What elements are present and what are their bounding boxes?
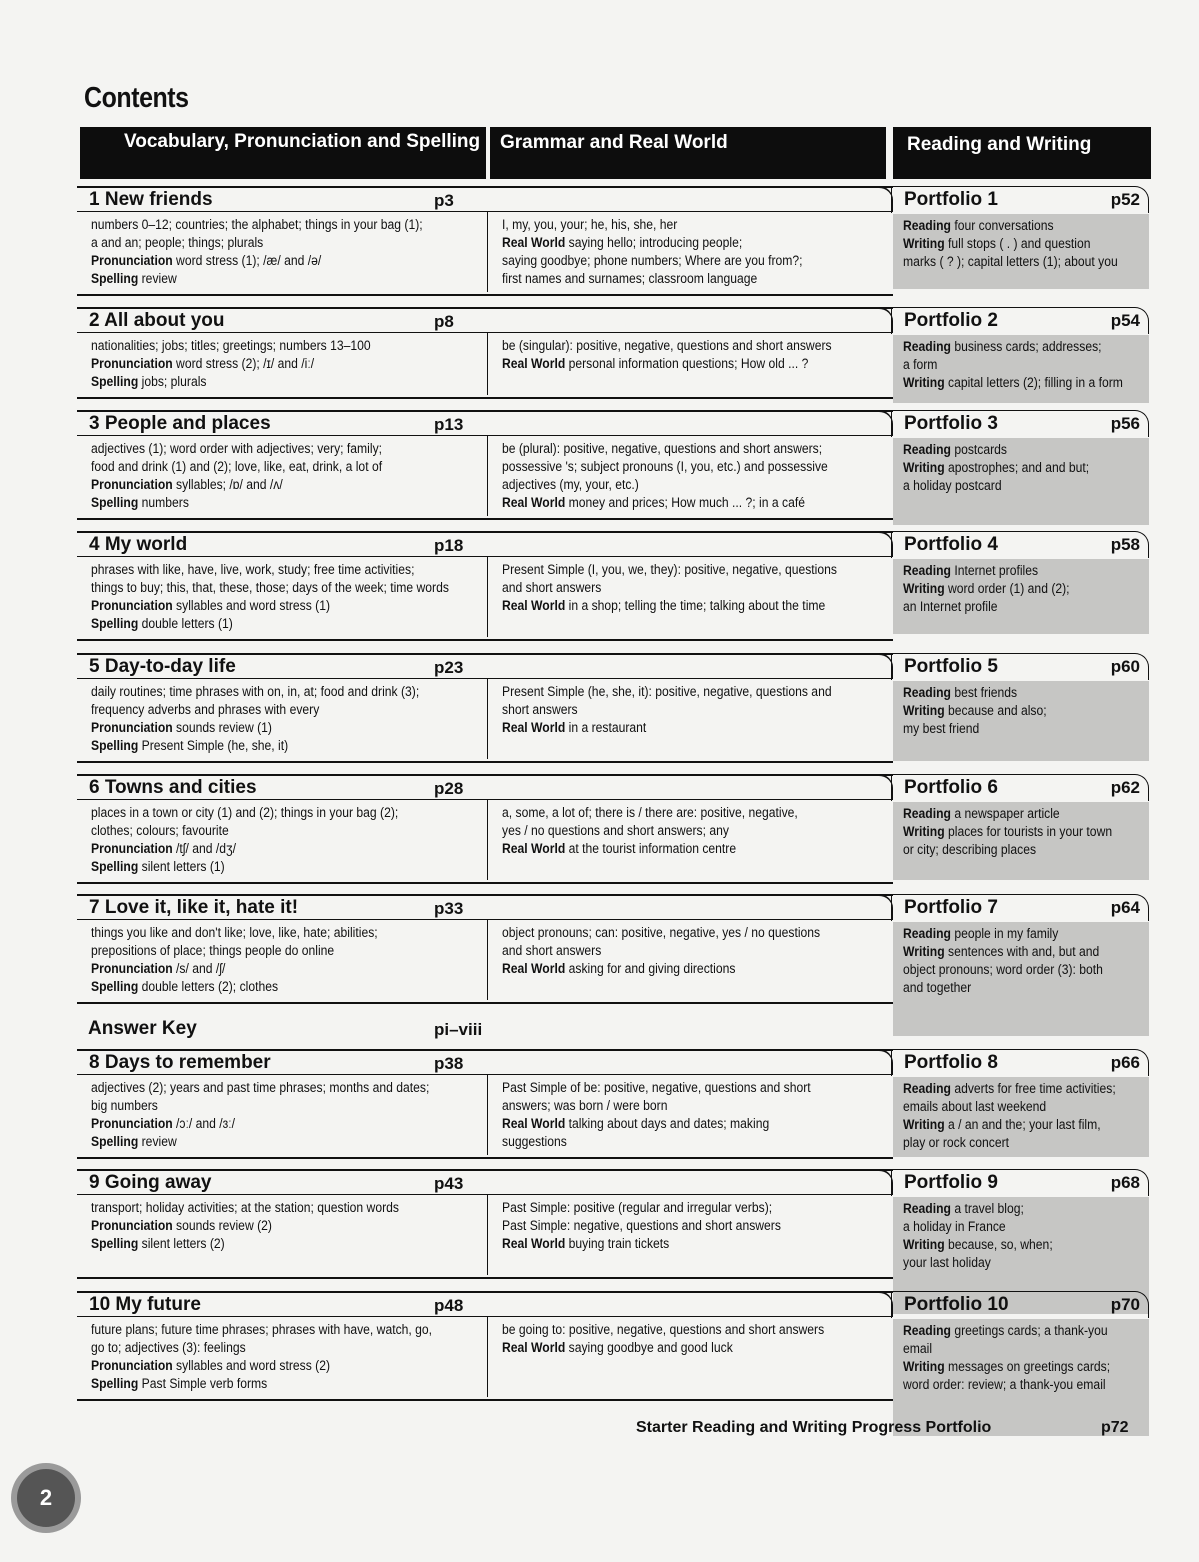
unit-page: p38 xyxy=(434,1054,464,1073)
column-divider xyxy=(487,679,488,759)
column-divider xyxy=(487,436,488,516)
grammar-line: short answers xyxy=(502,702,578,717)
reading-writing-line: a holiday in France xyxy=(903,1219,1006,1234)
unit-title[interactable]: 10 My future xyxy=(89,1294,201,1315)
unit-title[interactable]: 1 New friends xyxy=(89,189,213,210)
unit-title[interactable]: 6 Towns and cities xyxy=(89,777,257,798)
unit-header xyxy=(77,307,893,333)
grammar-cell xyxy=(502,561,889,615)
reading-writing-line: Reading greetings cards; a thank-you xyxy=(903,1323,1108,1338)
grammar-cell xyxy=(502,804,889,858)
vocabulary-cell xyxy=(91,561,487,633)
portfolio-header xyxy=(891,1291,1149,1318)
portfolio-title[interactable]: Portfolio 3 xyxy=(904,413,998,434)
reading-writing-line: Writing a / an and the; your last film, xyxy=(903,1117,1101,1132)
unit-header xyxy=(77,410,893,436)
vocabulary-line: clothes; colours; favourite xyxy=(91,823,229,838)
header-vocabulary: Vocabulary, Pronunciation and Spelling xyxy=(80,127,486,179)
grammar-line: Real World money and prices; How much ... ?; in a café xyxy=(502,495,805,510)
grammar-line: I, my, you, your; he, his, she, her xyxy=(502,217,678,232)
unit-header xyxy=(77,1049,893,1075)
grammar-line: and short answers xyxy=(502,943,602,958)
vocabulary-cell xyxy=(91,1321,487,1393)
unit-header xyxy=(77,653,893,679)
reading-writing-line: Reading four conversations xyxy=(903,218,1054,233)
grammar-line: Past Simple of be: positive, negative, questions and short xyxy=(502,1080,811,1095)
vocabulary-line: Spelling numbers xyxy=(91,495,189,510)
unit-row xyxy=(77,774,1152,882)
unit-page: p23 xyxy=(434,658,464,677)
vocabulary-line: Pronunciation word stress (2); /ɪ/ and /iː/ xyxy=(91,356,315,371)
portfolio-header xyxy=(891,774,1149,801)
page-number-badge: 2 xyxy=(17,1469,75,1527)
reading-writing-line: Writing because and also; xyxy=(903,703,1047,718)
grammar-line: Real World at the tourist information centre xyxy=(502,841,737,856)
page-title: Contents xyxy=(84,82,189,114)
unit-page: p13 xyxy=(434,415,464,434)
unit-header xyxy=(77,531,893,557)
vocabulary-line: future plans; future time phrases; phrases with have, watch, go, xyxy=(91,1322,433,1337)
vocabulary-line: Pronunciation sounds review (2) xyxy=(91,1218,272,1233)
vocabulary-line: Spelling silent letters (2) xyxy=(91,1236,225,1251)
vocabulary-line: adjectives (1); word order with adjectives; very; family; xyxy=(91,441,383,456)
vocabulary-line: Spelling review xyxy=(91,271,177,286)
grammar-line: saying goodbye; phone numbers; Where are you from?; xyxy=(502,253,803,268)
vocabulary-line: big numbers xyxy=(91,1098,158,1113)
unit-bottom-rule xyxy=(77,397,893,399)
reading-writing-line: Reading a travel blog; xyxy=(903,1201,1024,1216)
reading-writing-line: Reading Internet profiles xyxy=(903,563,1039,578)
vocabulary-line: adjectives (2); years and past time phrases; months and dates; xyxy=(91,1080,430,1095)
portfolio-header xyxy=(891,653,1149,680)
portfolio-title[interactable]: Portfolio 8 xyxy=(904,1052,998,1073)
reading-writing-cell xyxy=(893,559,1149,634)
reading-writing-line: Reading business cards; addresses; xyxy=(903,339,1102,354)
grammar-line: adjectives (my, your, etc.) xyxy=(502,477,639,492)
portfolio-header xyxy=(891,186,1149,213)
reading-writing-cell xyxy=(893,214,1149,289)
vocabulary-line: Spelling double letters (1) xyxy=(91,616,233,631)
column-divider xyxy=(487,1317,488,1397)
reading-writing-cell xyxy=(893,438,1149,525)
reading-writing-line: Writing places for tourists in your town xyxy=(903,824,1113,839)
reading-writing-line: Writing full stops ( . ) and question xyxy=(903,236,1091,251)
grammar-line: a, some, a lot of; there is / there are: positive, negative, xyxy=(502,805,798,820)
reading-writing-line: Reading postcards xyxy=(903,442,1007,457)
grammar-line: and short answers xyxy=(502,580,602,595)
vocabulary-line: transport; holiday activities; at the station; question words xyxy=(91,1200,399,1215)
grammar-cell xyxy=(502,440,889,512)
grammar-line: be (singular): positive, negative, questions and short answers xyxy=(502,338,832,353)
portfolio-page: p60 xyxy=(1110,657,1140,676)
vocabulary-cell xyxy=(91,1079,487,1151)
grammar-line: Present Simple (he, she, it): positive, negative, questions and xyxy=(502,684,832,699)
reading-writing-line: Reading adverts for free time activities; xyxy=(903,1081,1116,1096)
portfolio-header xyxy=(891,410,1149,437)
vocabulary-line: Spelling silent letters (1) xyxy=(91,859,225,874)
grammar-line: object pronouns; can: positive, negative, yes / no questions xyxy=(502,925,821,940)
portfolio-page: p68 xyxy=(1110,1173,1140,1192)
unit-bottom-rule xyxy=(77,639,893,641)
column-divider xyxy=(487,800,488,880)
unit-title[interactable]: 8 Days to remember xyxy=(89,1052,271,1073)
unit-title[interactable]: 2 All about you xyxy=(89,310,225,331)
unit-row xyxy=(77,894,1152,1038)
portfolio-title[interactable]: Portfolio 9 xyxy=(904,1172,998,1193)
vocabulary-line: daily routines; time phrases with on, in, at; food and drink (3); xyxy=(91,684,420,699)
reading-writing-line: Writing messages on greetings cards; xyxy=(903,1359,1111,1374)
vocabulary-line: go to; adjectives (3): feelings xyxy=(91,1340,246,1355)
portfolio-header xyxy=(891,531,1149,558)
reading-writing-cell xyxy=(893,335,1149,403)
portfolio-page: p54 xyxy=(1110,311,1140,330)
reading-writing-line: Writing apostrophes; and and but; xyxy=(903,460,1090,475)
portfolio-page: p64 xyxy=(1110,898,1140,917)
reading-writing-line: a form xyxy=(903,357,938,372)
reading-writing-line: Writing capital letters (2); filling in a form xyxy=(903,375,1123,390)
grammar-line: Real World personal information questions; How old ... ? xyxy=(502,356,809,371)
unit-page: p8 xyxy=(434,312,454,331)
grammar-line: suggestions xyxy=(502,1134,567,1149)
vocabulary-line: things to buy; this, that, these, those; days of the week; time words xyxy=(91,580,449,595)
unit-header xyxy=(77,774,893,800)
unit-bottom-rule xyxy=(77,1277,893,1279)
portfolio-header xyxy=(891,894,1149,921)
grammar-line: Real World buying train tickets xyxy=(502,1236,670,1251)
portfolio-page: p70 xyxy=(1110,1295,1140,1314)
header-reading-writing: Reading and Writing xyxy=(893,127,1151,179)
unit-title[interactable]: 7 Love it, like it, hate it! xyxy=(89,897,299,918)
column-divider xyxy=(487,920,488,1000)
reading-writing-line: email xyxy=(903,1341,933,1356)
vocabulary-line: Pronunciation syllables and word stress (1) xyxy=(91,598,331,613)
portfolio-page: p56 xyxy=(1110,414,1140,433)
reading-writing-line: Writing word order (1) and (2); xyxy=(903,581,1070,596)
portfolio-title[interactable]: Portfolio 4 xyxy=(904,534,998,555)
vocabulary-line: Spelling review xyxy=(91,1134,177,1149)
grammar-cell xyxy=(502,1079,889,1151)
reading-writing-line: Writing because, so, when; xyxy=(903,1237,1053,1252)
grammar-cell xyxy=(502,683,889,737)
grammar-line: Real World in a restaurant xyxy=(502,720,647,735)
vocabulary-line: Pronunciation sounds review (1) xyxy=(91,720,272,735)
vocabulary-line: a and an; people; things; plurals xyxy=(91,235,264,250)
grammar-cell xyxy=(502,1199,889,1253)
vocabulary-line: Pronunciation /s/ and /ʃ/ xyxy=(91,961,226,976)
reading-writing-line: marks ( ? ); capital letters (1); about you xyxy=(903,254,1118,269)
column-divider xyxy=(487,212,488,292)
vocabulary-line: frequency adverbs and phrases with every xyxy=(91,702,320,717)
unit-bottom-rule xyxy=(77,518,893,520)
portfolio-title[interactable]: Portfolio 6 xyxy=(904,777,998,798)
reading-writing-line: word order: review; a thank-you email xyxy=(903,1377,1106,1392)
unit-page: p3 xyxy=(434,191,454,210)
vocabulary-line: Pronunciation word stress (1); /æ/ and /ə/ xyxy=(91,253,322,268)
column-divider xyxy=(487,1075,488,1155)
unit-row xyxy=(77,307,1152,405)
vocabulary-cell xyxy=(91,804,487,876)
vocabulary-cell xyxy=(91,440,487,512)
unit-title[interactable]: 9 Going away xyxy=(89,1172,212,1193)
reading-writing-line: an Internet profile xyxy=(903,599,998,614)
reading-writing-line: your last holiday xyxy=(903,1255,991,1270)
portfolio-page: p52 xyxy=(1110,190,1140,209)
unit-row xyxy=(77,186,1152,291)
reading-writing-cell xyxy=(893,802,1149,880)
unit-title[interactable]: 4 My world xyxy=(89,534,188,555)
vocabulary-line: food and drink (1) and (2); love, like, eat, drink, a lot of xyxy=(91,459,383,474)
vocabulary-cell xyxy=(91,337,487,391)
grammar-line: Real World in a shop; telling the time; talking about the time xyxy=(502,598,826,613)
vocabulary-line: Pronunciation /tʃ/ and /dʒ/ xyxy=(91,841,237,856)
reading-writing-line: object pronouns; word order (3): both xyxy=(903,962,1103,977)
grammar-line: answers; was born / were born xyxy=(502,1098,668,1113)
vocabulary-line: Pronunciation syllables; /ɒ/ and /ʌ/ xyxy=(91,477,283,492)
grammar-cell xyxy=(502,924,889,978)
unit-header xyxy=(77,894,893,920)
grammar-line: possessive 's; subject pronouns (I, you, etc.) and possessive xyxy=(502,459,828,474)
vocabulary-line: Pronunciation /ɔː/ and /ɜː/ xyxy=(91,1116,235,1131)
portfolio-header xyxy=(891,1169,1149,1196)
vocabulary-line: prepositions of place; things people do online xyxy=(91,943,335,958)
reading-writing-line: or city; describing places xyxy=(903,842,1037,857)
unit-row xyxy=(77,1049,1152,1159)
portfolio-page: p62 xyxy=(1110,778,1140,797)
grammar-line: be (plural): positive, negative, questions and short answers; xyxy=(502,441,823,456)
unit-page: p28 xyxy=(434,779,464,798)
unit-row xyxy=(77,410,1152,527)
unit-row xyxy=(77,1291,1152,1438)
grammar-line: Real World saying hello; introducing people; xyxy=(502,235,743,250)
vocabulary-line: phrases with like, have, live, work, study; free time activities; xyxy=(91,562,415,577)
header-grammar: Grammar and Real World xyxy=(490,127,886,179)
unit-title[interactable]: 3 People and places xyxy=(89,413,271,434)
reading-writing-line: my best friend xyxy=(903,721,980,736)
vocabulary-cell xyxy=(91,216,487,288)
grammar-line: Real World saying goodbye and good luck xyxy=(502,1340,733,1355)
vocabulary-cell xyxy=(91,1199,487,1253)
reading-writing-line: a holiday postcard xyxy=(903,478,1002,493)
vocabulary-line: numbers 0–12; countries; the alphabet; things in your bag (1); xyxy=(91,217,423,232)
unit-bottom-rule xyxy=(77,1002,893,1004)
portfolio-title[interactable]: Portfolio 2 xyxy=(904,310,998,331)
reading-writing-line: Reading best friends xyxy=(903,685,1018,700)
unit-bottom-rule xyxy=(77,1157,893,1159)
grammar-line: Past Simple: negative, questions and short answers xyxy=(502,1218,781,1233)
portfolio-page: p66 xyxy=(1110,1053,1140,1072)
vocabulary-cell xyxy=(91,924,487,996)
grammar-cell xyxy=(502,216,889,288)
answer-key-page: pi–viii xyxy=(434,1020,483,1039)
grammar-cell xyxy=(502,1321,889,1357)
reading-writing-line: emails about last weekend xyxy=(903,1099,1047,1114)
grammar-line: Present Simple (I, you, we, they): positive, negative, questions xyxy=(502,562,837,577)
footer-portfolio-page: p72 xyxy=(1101,1419,1129,1436)
column-divider xyxy=(487,1195,488,1275)
portfolio-title[interactable]: Portfolio 5 xyxy=(904,656,998,677)
reading-writing-line: Writing sentences with and, but and xyxy=(903,944,1100,959)
grammar-line: yes / no questions and short answers; any xyxy=(502,823,729,838)
unit-bottom-rule xyxy=(77,761,893,763)
vocabulary-line: Spelling Present Simple (he, she, it) xyxy=(91,738,289,753)
portfolio-title[interactable]: Portfolio 1 xyxy=(904,189,998,210)
unit-row xyxy=(77,653,1152,763)
unit-bottom-rule xyxy=(77,1399,893,1401)
grammar-line: Real World asking for and giving directions xyxy=(502,961,736,976)
vocabulary-line: Spelling double letters (2); clothes xyxy=(91,979,279,994)
unit-header xyxy=(77,186,893,212)
vocabulary-line: nationalities; jobs; titles; greetings; numbers 13–100 xyxy=(91,338,371,353)
grammar-cell xyxy=(502,337,889,373)
portfolio-title[interactable]: Portfolio 7 xyxy=(904,897,998,918)
unit-page: p33 xyxy=(434,899,464,918)
unit-page: p43 xyxy=(434,1174,464,1193)
unit-bottom-rule xyxy=(77,882,893,884)
vocabulary-line: Spelling jobs; plurals xyxy=(91,374,207,389)
vocabulary-line: Spelling Past Simple verb forms xyxy=(91,1376,268,1391)
unit-row xyxy=(77,531,1152,636)
portfolio-title[interactable]: Portfolio 10 xyxy=(904,1294,1009,1315)
vocabulary-line: places in a town or city (1) and (2); things in your bag (2); xyxy=(91,805,399,820)
column-divider xyxy=(487,557,488,637)
footer-portfolio-label[interactable]: Starter Reading and Writing Progress Portfolio xyxy=(636,1419,992,1436)
grammar-line: be going to: positive, negative, questions and short answers xyxy=(502,1322,825,1337)
unit-title[interactable]: 5 Day-to-day life xyxy=(89,656,236,677)
reading-writing-cell xyxy=(893,1077,1149,1157)
unit-bottom-rule xyxy=(77,294,893,296)
answer-key-label[interactable]: Answer Key xyxy=(88,1018,197,1039)
vocabulary-cell xyxy=(91,683,487,755)
unit-page: p48 xyxy=(434,1296,464,1315)
column-divider xyxy=(487,333,488,395)
grammar-line: Real World talking about days and dates; making xyxy=(502,1116,770,1131)
portfolio-header xyxy=(891,307,1149,334)
vocabulary-line: things you like and don't like; love, like, hate; abilities; xyxy=(91,925,378,940)
reading-writing-line: Reading people in my family xyxy=(903,926,1059,941)
reading-writing-cell xyxy=(893,681,1149,761)
reading-writing-line: play or rock concert xyxy=(903,1135,1010,1150)
unit-header xyxy=(77,1291,893,1317)
reading-writing-line: and together xyxy=(903,980,972,995)
unit-page: p18 xyxy=(434,536,464,555)
grammar-line: Past Simple: positive (regular and irregular verbs); xyxy=(502,1200,773,1215)
vocabulary-line: Pronunciation syllables and word stress (2) xyxy=(91,1358,331,1373)
reading-writing-cell xyxy=(893,922,1149,1036)
unit-header xyxy=(77,1169,893,1195)
portfolio-page: p58 xyxy=(1110,535,1140,554)
reading-writing-line: Reading a newspaper article xyxy=(903,806,1060,821)
grammar-line: first names and surnames; classroom language xyxy=(502,271,758,286)
portfolio-header xyxy=(891,1049,1149,1076)
